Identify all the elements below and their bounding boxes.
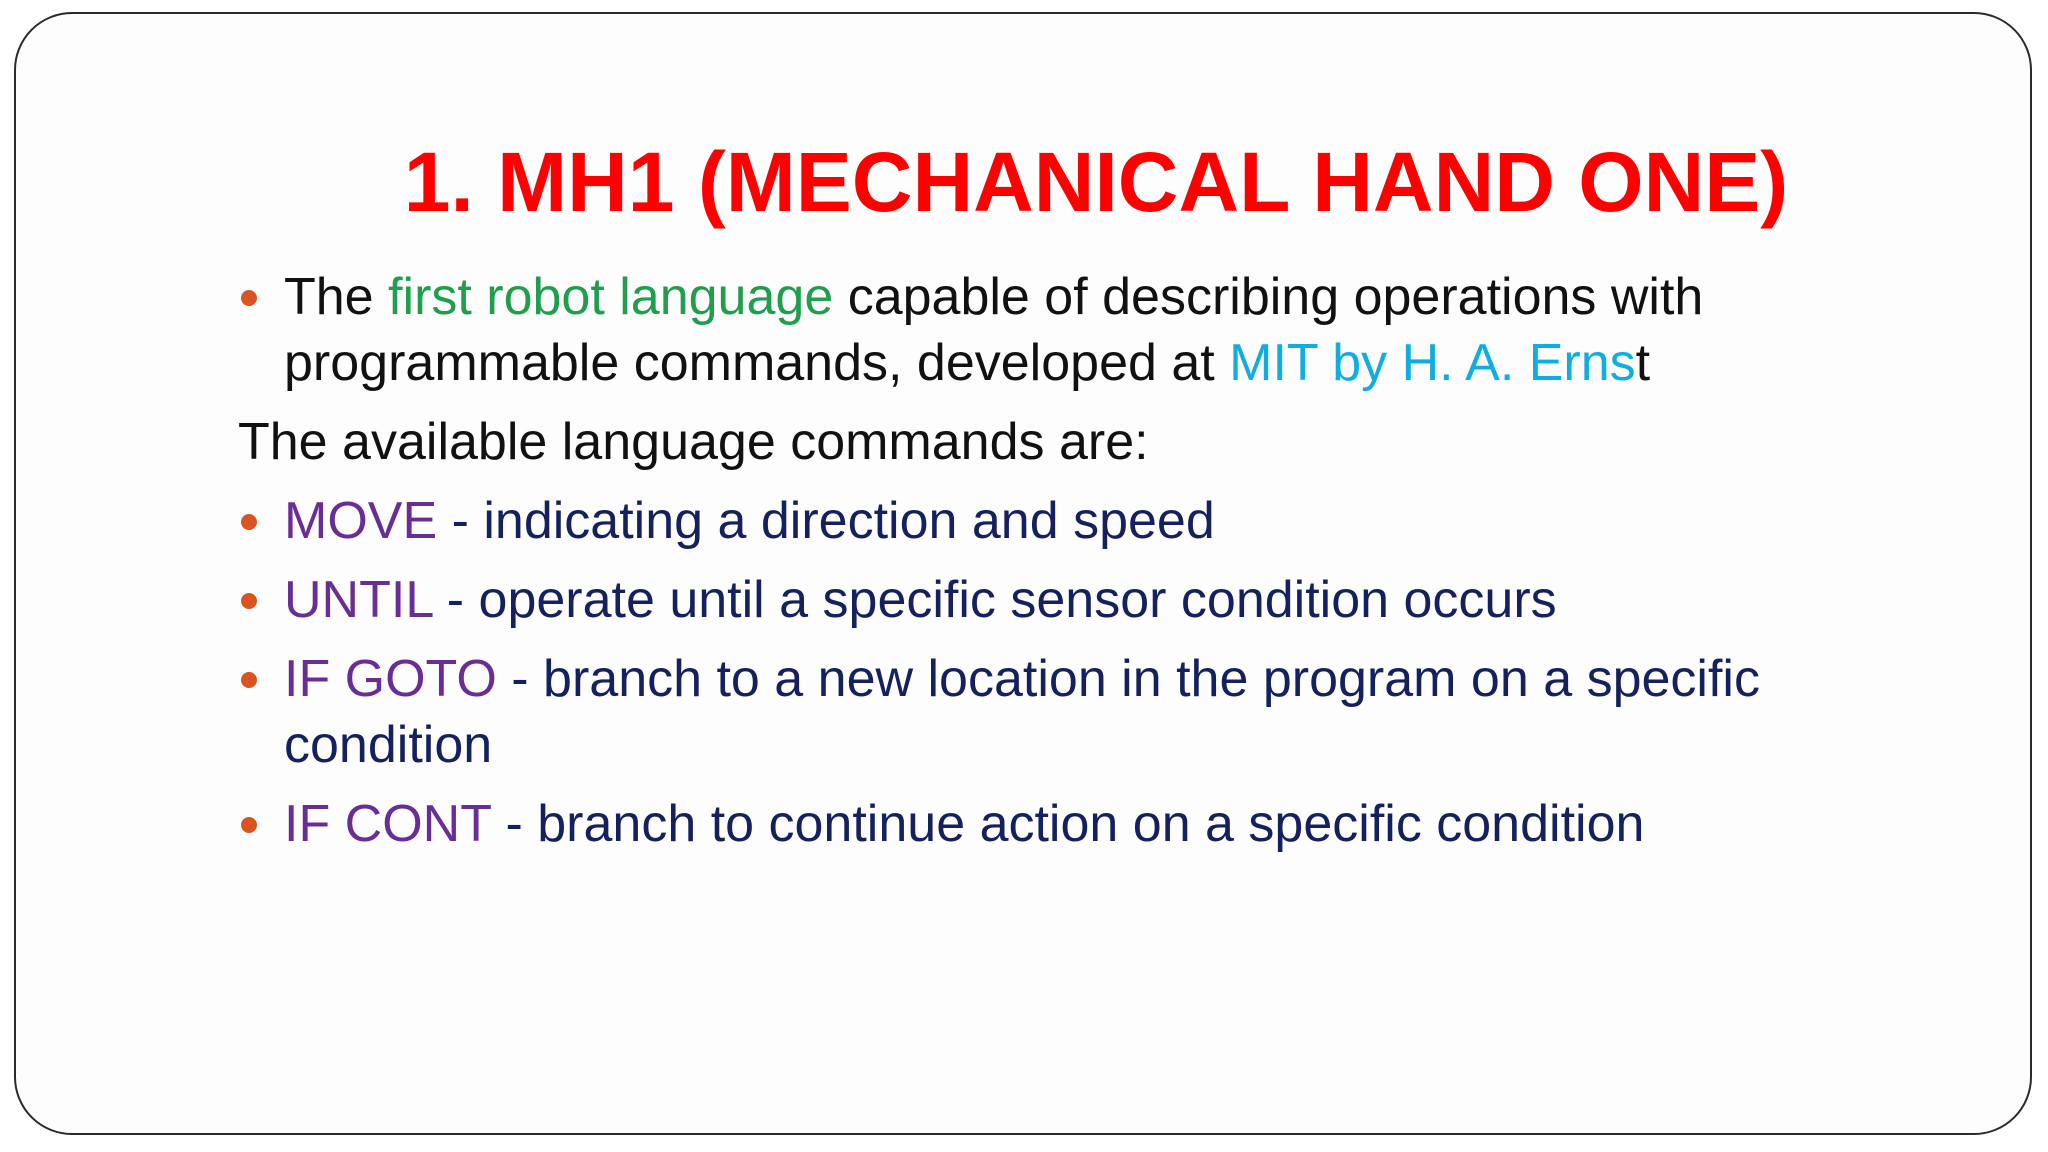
command-name: IF CONT (284, 795, 492, 853)
command-description: - branch to continue action on a specific condition (491, 795, 1645, 853)
command-item-if-cont (238, 791, 1898, 857)
intro-attribution: MIT by H. A. Erns (1229, 334, 1636, 392)
bullet-dot-icon (241, 514, 257, 530)
bullet-dot-icon (241, 817, 257, 833)
intro-bullet (238, 264, 1898, 396)
command-name: MOVE (284, 492, 438, 550)
command-item-if-goto (238, 646, 1898, 778)
intro-suffix: t (1635, 334, 1651, 392)
slide-content (238, 264, 1898, 857)
command-description: - indicating a direction and speed (437, 492, 1215, 550)
bullet-dot-icon (241, 290, 257, 306)
slide-title: 1. MH1 (MECHANICAL HAND ONE) (403, 135, 1789, 229)
command-description: - operate until a specific sensor condition occurs (432, 571, 1557, 629)
intro-prefix: The (284, 268, 389, 326)
command-item-move (238, 488, 1898, 554)
intro-highlight: first robot language (388, 268, 834, 326)
bullet-dot-icon (241, 672, 257, 688)
command-item-until (238, 567, 1898, 633)
command-description: - branch to a new location in the program on a specific condition (284, 650, 1760, 774)
slide-frame (14, 12, 2032, 1135)
intro-middle: capable of describing operations with programmable commands, developed at (284, 268, 1704, 392)
command-name: IF GOTO (284, 650, 497, 708)
bullet-dot-icon (241, 593, 257, 609)
command-name: UNTIL (284, 571, 433, 629)
commands-heading: The available language commands are: (238, 413, 1149, 471)
